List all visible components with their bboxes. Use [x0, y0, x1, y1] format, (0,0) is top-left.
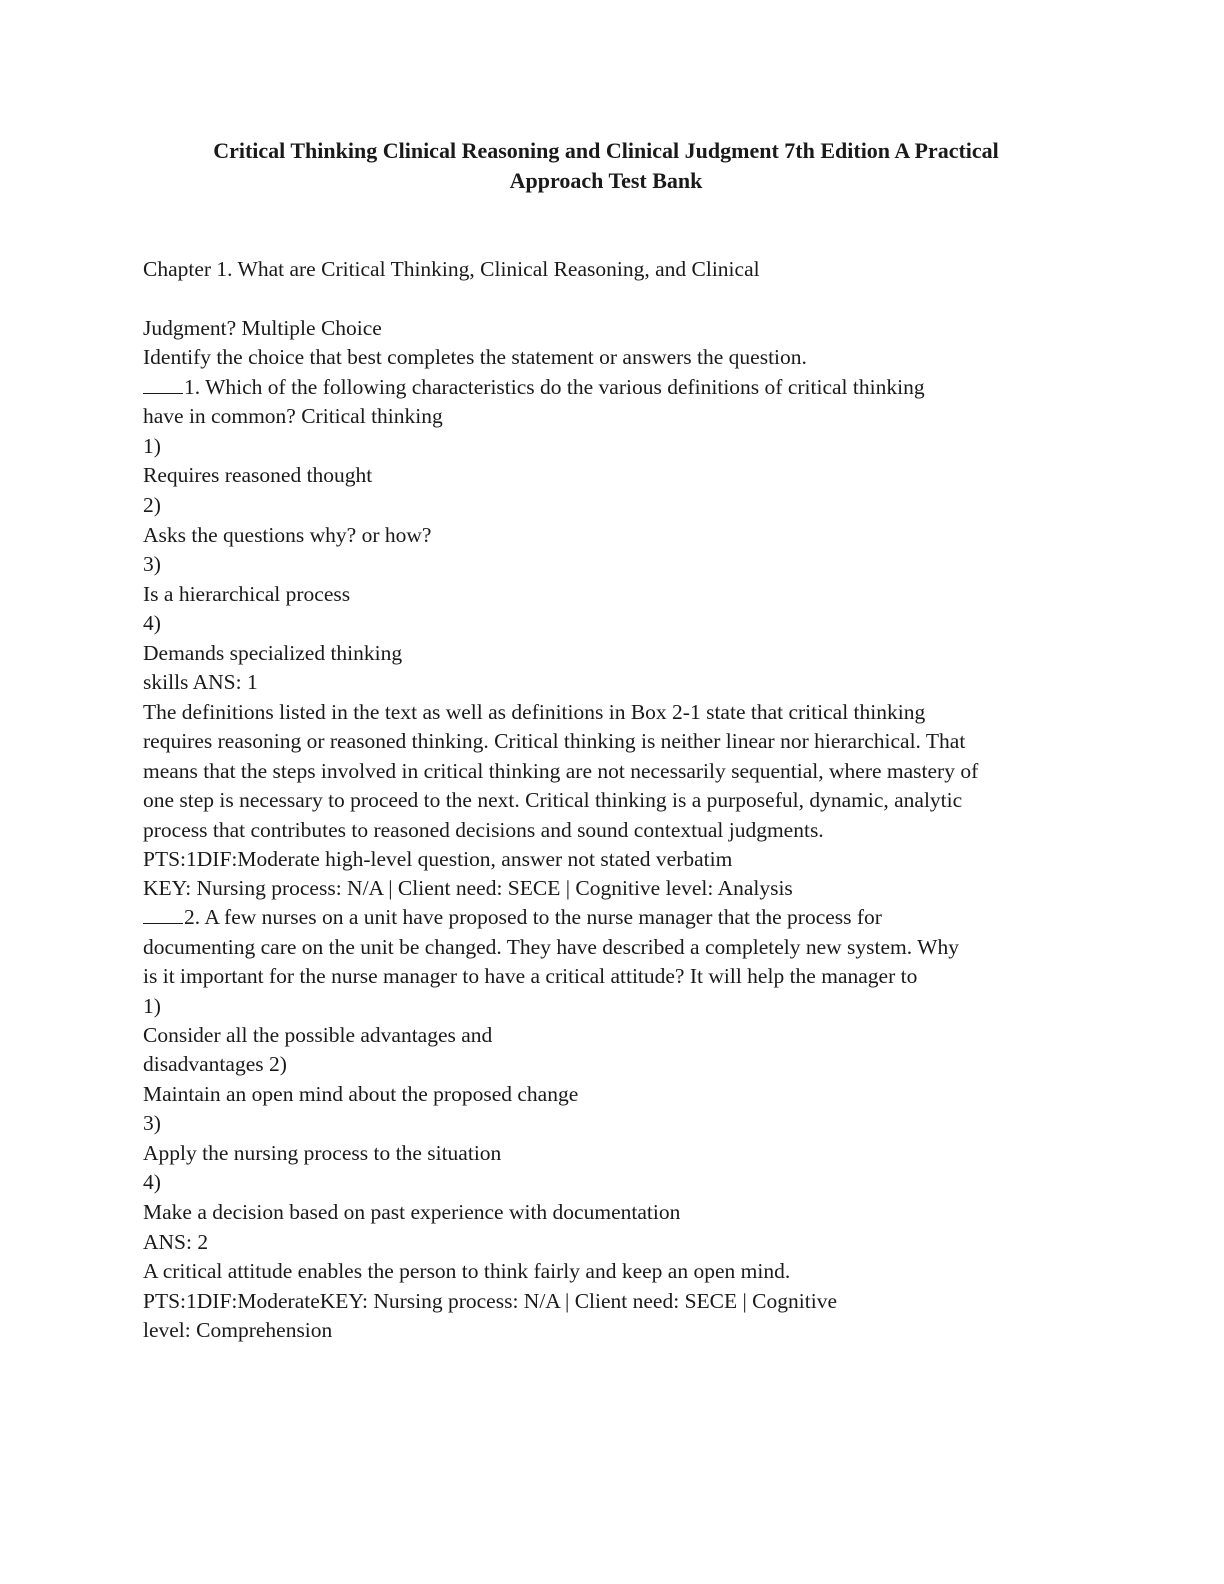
title-line-2: Approach Test Bank [509, 168, 703, 193]
question-2-stem-line-1 [143, 903, 882, 933]
chapter-heading-line-1: Chapter 1. What are Critical Thinking, Clinical Reasoning, and Clinical [143, 257, 760, 281]
question-2-answer: ANS: 2 [143, 1230, 209, 1254]
question-2-key-continued: level: Comprehension [143, 1318, 333, 1342]
title-line-1: Critical Thinking Clinical Reasoning and Clinical Judgment 7th Edition A Practical [213, 138, 999, 163]
instructions: Identify the choice that best completes the statement or answers the question. [143, 345, 807, 369]
question-1-rationale-line-4: one step is necessary to proceed to the next. Critical thinking is a purposeful, dynamic, analytic [143, 788, 963, 812]
question-1-stem-line-2: have in common? Critical thinking [143, 404, 443, 428]
question-1-option-1-number: 1) [143, 434, 161, 458]
question-1-rationale-line-2: requires reasoning or reasoned thinking. Critical thinking is neither linear nor hierarchical. That [143, 729, 966, 753]
question-2-option-4-number: 4) [143, 1170, 161, 1194]
question-2-option-1-text: Consider all the possible advantages and [143, 1023, 493, 1047]
question-1-option-2-number: 2) [143, 493, 161, 517]
question-1-option-4-text: Demands specialized thinking [143, 641, 403, 665]
question-1-option-4-number: 4) [143, 611, 161, 635]
answer-blank [143, 376, 183, 394]
answer-blank [143, 906, 183, 924]
question-2-stem-text: 2. A few nurses on a unit have proposed to the nurse manager that the process for [184, 905, 882, 929]
question-1-stem-line-1 [143, 373, 925, 403]
question-2-option-3-text: Apply the nursing process to the situation [143, 1141, 502, 1165]
question-1-option-3-number: 3) [143, 552, 161, 576]
question-1-key: KEY: Nursing process: N/A | Client need: SECE | Cognitive level: Analysis [143, 876, 793, 900]
question-1-option-2-text: Asks the questions why? or how? [143, 523, 432, 547]
question-1-rationale-line-5: process that contributes to reasoned decisions and sound contextual judgments. [143, 818, 824, 842]
question-2-rationale: A critical attitude enables the person to think fairly and keep an open mind. [143, 1259, 791, 1283]
question-2-stem-line-3: is it important for the nurse manager to have a critical attitude? It will help the manager to [143, 964, 918, 988]
question-1-stem-text: 1. Which of the following characteristics do the various definitions of critical thinking [184, 375, 925, 399]
question-1-rationale-line-1: The definitions listed in the text as well as definitions in Box 2-1 state that critical thinking [143, 700, 926, 724]
document-title [150, 136, 1062, 196]
chapter-heading-line-2: Judgment? Multiple Choice [143, 316, 382, 340]
question-1-answer: skills ANS: 1 [143, 670, 258, 694]
question-2-stem-line-2: documenting care on the unit be changed. They have described a completely new system. Why [143, 935, 959, 959]
question-1-rationale-line-3: means that the steps involved in critical thinking are not necessarily sequential, where mastery of [143, 759, 979, 783]
question-2-option-1-continued: disadvantages 2) [143, 1052, 287, 1076]
question-2-option-4-text: Make a decision based on past experience with documentation [143, 1200, 681, 1224]
question-2-option-2-text: Maintain an open mind about the proposed change [143, 1082, 579, 1106]
question-1-option-3-text: Is a hierarchical process [143, 582, 351, 606]
question-2-option-3-number: 3) [143, 1111, 161, 1135]
question-1-points-difficulty: PTS:1DIF:Moderate high-level question, answer not stated verbatim [143, 847, 733, 871]
question-2-option-1-number: 1) [143, 994, 161, 1018]
question-2-points-key: PTS:1DIF:ModerateKEY: Nursing process: N/A | Client need: SECE | Cognitive [143, 1289, 837, 1313]
question-1-option-1-text: Requires reasoned thought [143, 463, 373, 487]
